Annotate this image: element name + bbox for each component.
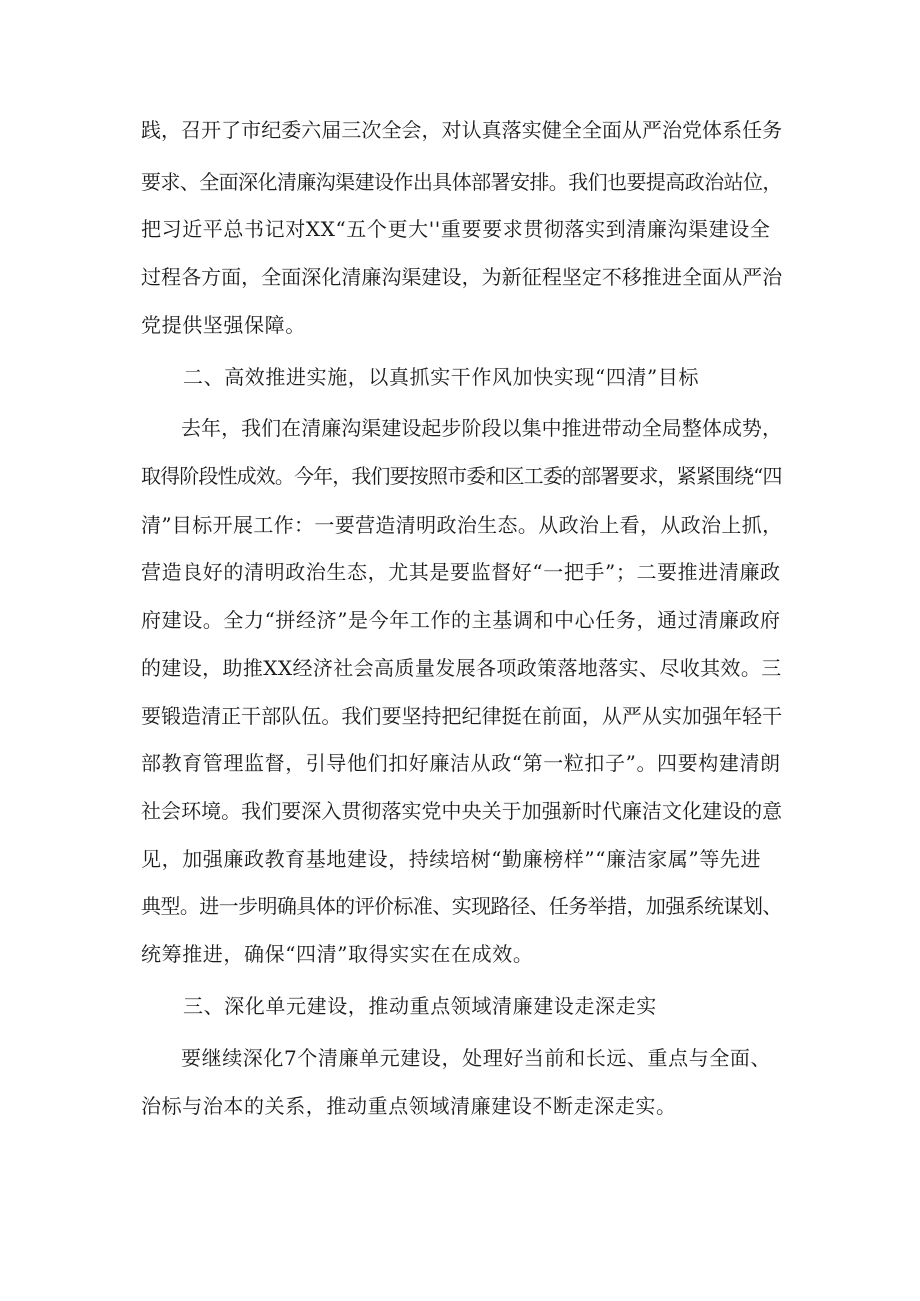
section-heading: 二、高效推进实施，以真抓实干作风加快实现“四清”目标 — [183, 365, 700, 389]
paragraph-line: 的建设，助推XX经济社会高质量发展各项政策落地落实、尽收其效。三 — [141, 656, 782, 680]
paragraph-line: 要继续深化7个清廉单元建设，处理好当前和长远、重点与全面、 — [181, 1046, 772, 1070]
paragraph-line: 要求、全面深化清廉沟渠建设作出具体部署安排。我们也要提高政治站位， — [141, 170, 782, 194]
paragraph-line: 营造良好的清明政治生态，尤其是要监督好“一把手”；二要推进清廉政 — [141, 560, 781, 584]
paragraph-line: 践，召开了市纪委六届三次全会，对认真落实健全全面从严治党体系任务 — [141, 118, 783, 142]
paragraph-line: 治标与治本的关系，推动重点领域清廉建设不断走深走实。 — [141, 1094, 677, 1118]
paragraph-line: 见，加强廉政教育基地建设，持续培树“勤廉榜样”“廉洁家属”等先进 — [141, 847, 762, 871]
paragraph-line: 清”目标开展工作：一要营造清明政治生态。从政治上看，从政治上抓， — [141, 513, 783, 537]
paragraph-line: 部教育管理监督，引导他们扣好廉洁从政“第一粒扣子”。四要构建清朗 — [141, 751, 781, 775]
paragraph-line: 社会环境。我们要深入贯彻落实党中央关于加强新时代廉洁文化建设的意 — [141, 799, 783, 823]
paragraph-line: 要锻造清正干部队伍。我们要坚持把纪律挺在前面，从严从实加强年轻干 — [141, 704, 783, 728]
paragraph-line: 去年，我们在清廉沟渠建设起步阶段以集中推进带动全局整体成势， — [181, 416, 782, 440]
paragraph-line: 典型。进一步明确具体的评价标准、实现路径、任务举措，加强系统谋划、 — [141, 894, 782, 918]
paragraph-line: 统筹推进，确保“四清”取得实实在在成效。 — [141, 942, 534, 966]
paragraph-line: 取得阶段性成效。今年，我们要按照市委和区工委的部署要求，紧紧围绕“四 — [141, 464, 782, 488]
paragraph-line: 党提供坚强保障。 — [141, 313, 306, 337]
paragraph-line: 过程各方面，全面深化清廉沟渠建设，为新征程坚定不移推进全面从严治 — [141, 265, 783, 289]
paragraph-line: 府建设。全力“拼经济”是今年工作的主基调和中心任务，通过清廉政府 — [141, 608, 781, 632]
section-heading: 三、深化单元建设，推动重点领域清廉建设走深走实 — [183, 994, 657, 1018]
paragraph-line: 把习近平总书记对XX“五个更大''重要要求贯彻落实到清廉沟渠建设全 — [141, 217, 771, 241]
